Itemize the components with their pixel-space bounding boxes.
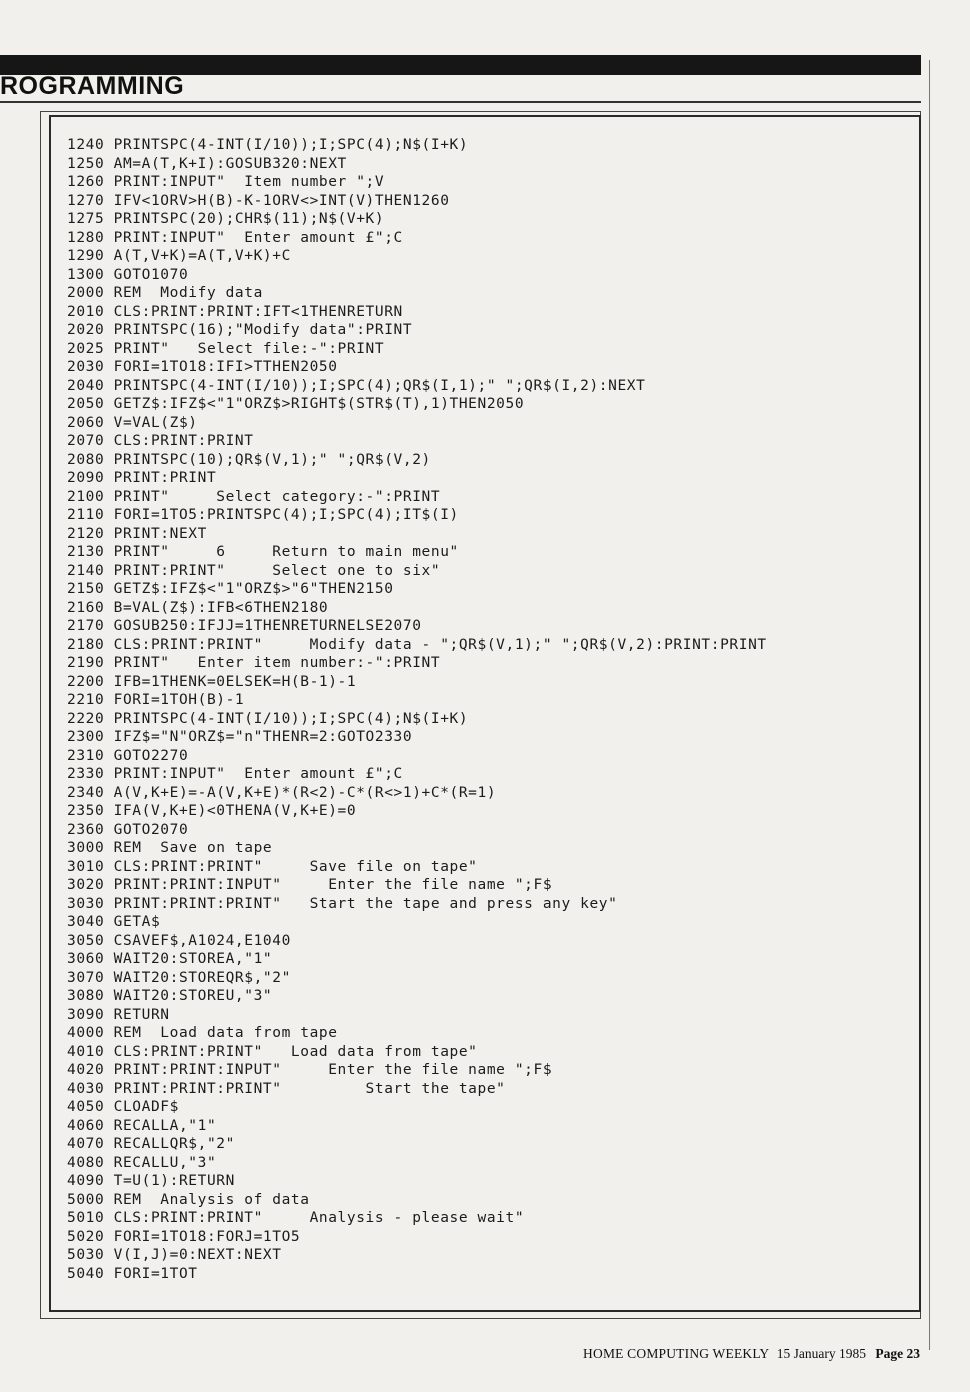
- page-number: Page 23: [875, 1346, 920, 1361]
- code-line: 5010 CLS:PRINT:PRINT" Analysis - please wait": [67, 1210, 525, 1226]
- code-line: 2160 B=VAL(Z$):IFB<6THEN2180: [67, 599, 329, 616]
- code-line: 2110 FORI=1TO5:PRINTSPC(4);I;SPC(4);IT$(I): [67, 507, 459, 523]
- header-rule: [0, 101, 921, 103]
- code-line: 1270 IFV<1ORV>H(B)-K-1ORV<>INT(V)THEN1260: [67, 192, 450, 209]
- code-line: 3040 GETA$: [67, 914, 161, 930]
- code-line: 2300 IFZ$="N"ORZ$="n"THENR=2:GOTO2330: [67, 729, 413, 745]
- code-line: 1250 AM=A(T,K+I):GOSUB320:NEXT: [67, 155, 347, 172]
- code-line: 1260 PRINT:INPUT" Item number ";V: [67, 174, 385, 190]
- basic-program-listing: [67, 136, 917, 1283]
- code-line: 2130 PRINT" 6 Return to main menu": [67, 544, 459, 560]
- code-line: 4050 CLOADF$: [67, 1099, 179, 1115]
- code-line: 2100 PRINT" Select category:-":PRINT: [67, 488, 441, 505]
- code-line: 1300 GOTO1070: [67, 266, 189, 283]
- code-line: 2210 FORI=1TOH(B)-1: [67, 692, 245, 708]
- code-line: 5020 FORI=1TO18:FORJ=1TO5: [67, 1228, 301, 1245]
- code-line: 2040 PRINTSPC(4-INT(I/10));I;SPC(4);QR$(I,1);" ";QR$(I,2):NEXT: [67, 377, 646, 394]
- code-line: 4000 REM Load data from tape: [67, 1025, 338, 1041]
- code-line: 3090 RETURN: [67, 1006, 170, 1023]
- code-line: 1275 PRINTSPC(20);CHR$(11);N$(V+K): [67, 211, 385, 227]
- code-line: 4030 PRINT:PRINT:PRINT" Start the tape": [67, 1080, 506, 1097]
- code-line: 2000 REM Modify data: [67, 285, 263, 301]
- code-line: 2200 IFB=1THENK=0ELSEK=H(B-1)-1: [67, 673, 357, 690]
- code-line: 3030 PRINT:PRINT:PRINT" Start the tape and press any key": [67, 895, 618, 912]
- code-line: 2170 GOSUB250:IFJJ=1THENRETURNELSE2070: [67, 618, 422, 634]
- code-line: 3070 WAIT20:STOREQR$,"2": [67, 969, 291, 986]
- code-line: 2140 PRINT:PRINT" Select one to six": [67, 562, 441, 579]
- code-line: 1280 PRINT:INPUT" Enter amount £";C: [67, 229, 403, 246]
- code-line: 2330 PRINT:INPUT" Enter amount £";C: [67, 766, 403, 782]
- code-line: 2020 PRINTSPC(16);"Modify data":PRINT: [67, 322, 413, 338]
- code-line: 2350 IFA(V,K+E)<0THENA(V,K+E)=0: [67, 803, 357, 819]
- code-line: 2080 PRINTSPC(10);QR$(V,1);" ";QR$(V,2): [67, 451, 431, 468]
- code-line: 2050 GETZ$:IFZ$<"1"ORZ$>RIGHT$(STR$(T),1)THEN2050: [67, 396, 525, 412]
- code-line: 4020 PRINT:PRINT:INPUT" Enter the file name ";F$: [67, 1062, 553, 1078]
- code-line: 5030 V(I,J)=0:NEXT:NEXT: [67, 1247, 282, 1263]
- issue-date: 15 January 1985: [776, 1346, 866, 1361]
- code-line: 3060 WAIT20:STOREA,"1": [67, 951, 273, 967]
- code-line: 4090 T=U(1):RETURN: [67, 1173, 235, 1189]
- code-line: 2025 PRINT" Select file:-":PRINT: [67, 340, 385, 357]
- page-edge-rule: [929, 60, 930, 1350]
- code-line: 2190 PRINT" Enter item number:-":PRINT: [67, 655, 441, 671]
- code-line: 2340 A(V,K+E)=-A(V,K+E)*(R<2)-C*(R<>1)+C*(R=1): [67, 784, 497, 801]
- code-line: 5000 REM Analysis of data: [67, 1191, 310, 1208]
- code-line: 2150 GETZ$:IFZ$<"1"ORZ$>"6"THEN2150: [67, 581, 394, 597]
- code-line: 4070 RECALLQR$,"2": [67, 1136, 235, 1152]
- code-line: 5040 FORI=1TOT: [67, 1265, 198, 1282]
- code-line: 4080 RECALLU,"3": [67, 1154, 217, 1171]
- code-line: 3000 REM Save on tape: [67, 840, 273, 856]
- code-line: 1240 PRINTSPC(4-INT(I/10));I;SPC(4);N$(I+K): [67, 137, 469, 153]
- code-line: 2010 CLS:PRINT:PRINT:IFT<1THENRETURN: [67, 303, 403, 320]
- code-line: 2070 CLS:PRINT:PRINT: [67, 433, 254, 449]
- code-line: 4010 CLS:PRINT:PRINT" Load data from tape": [67, 1043, 478, 1060]
- code-line: 3050 CSAVEF$,A1024,E1040: [67, 932, 291, 949]
- code-line: 2090 PRINT:PRINT: [67, 470, 217, 486]
- code-line: 2220 PRINTSPC(4-INT(I/10));I;SPC(4);N$(I+K): [67, 710, 469, 727]
- code-line: 2030 FORI=1TO18:IFI>TTHEN2050: [67, 359, 338, 375]
- code-line: 2120 PRINT:NEXT: [67, 525, 207, 542]
- code-line: 3080 WAIT20:STOREU,"3": [67, 988, 273, 1004]
- page-footer: [583, 1346, 920, 1362]
- code-line: 3020 PRINT:PRINT:INPUT" Enter the file name ";F$: [67, 877, 553, 893]
- section-title: ROGRAMMING: [0, 72, 185, 100]
- code-line: 1290 A(T,V+K)=A(T,V+K)+C: [67, 248, 291, 264]
- code-line: 2310 GOTO2270: [67, 747, 189, 764]
- code-line: 2360 GOTO2070: [67, 821, 189, 838]
- code-line: 2060 V=VAL(Z$): [67, 414, 198, 431]
- code-line: 4060 RECALLA,"1": [67, 1117, 217, 1134]
- code-line: 2180 CLS:PRINT:PRINT" Modify data - ";QR$(V,1);" ";QR$(V,2):PRINT:PRINT: [67, 636, 767, 653]
- code-line: 3010 CLS:PRINT:PRINT" Save file on tape": [67, 858, 478, 875]
- publication-name: HOME COMPUTING WEEKLY: [583, 1346, 770, 1361]
